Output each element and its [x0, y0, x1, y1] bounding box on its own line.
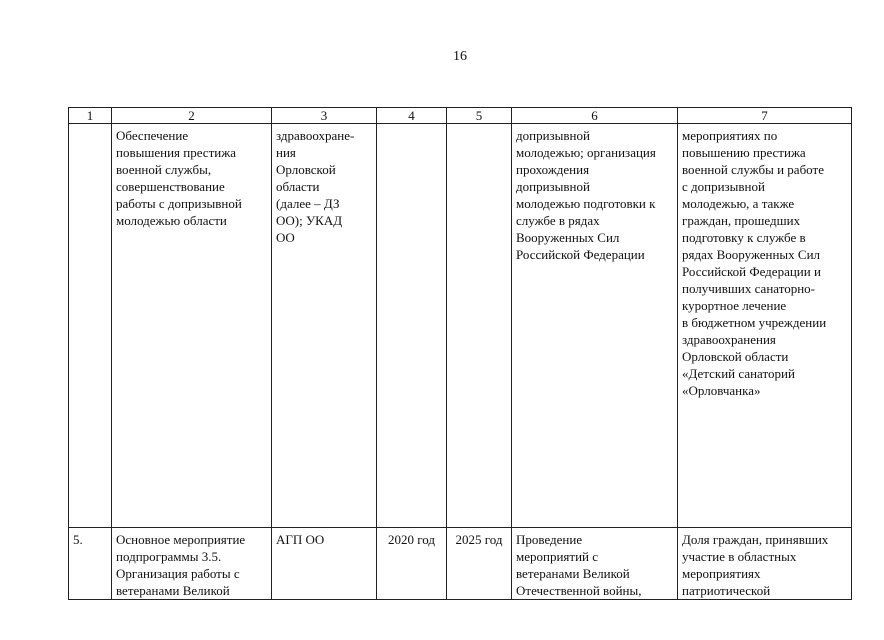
event-name-cell: Основное мероприятие подпрограммы 3.5. Организация работы с ветеранами Великой: [112, 528, 272, 600]
indicator-cell: мероприятиях по повышению престижа военной службы и работе с допризывной молодежью, а также граждан, прошедших подготовку к службе в рядах Вооруженных Сил Российской Федерации и получивших санаторно- курортное лечение в бюджетном учреждении здравоохранения Орловской области «Детский санаторий «Орловчанка»: [678, 124, 852, 528]
end-year-cell: 2025 год: [447, 528, 512, 600]
start-year-cell: [377, 124, 447, 528]
row-number-cell: 5.: [69, 528, 112, 600]
end-year-cell: [447, 124, 512, 528]
event-name-cell: Обеспечение повышения престижа военной службы, совершенствование работы с допризывной молодежью области: [112, 124, 272, 528]
column-number-5: 5: [447, 108, 512, 124]
expected-result-cell: Проведение мероприятий с ветеранами Великой Отечественной войны,: [512, 528, 678, 600]
responsible-cell: АГП ОО: [272, 528, 377, 600]
table-header-row: [69, 108, 852, 124]
row-number-cell: [69, 124, 112, 528]
responsible-cell: здравоохране- ния Орловской области (далее – ДЗ ОО); УКАД ОО: [272, 124, 377, 528]
start-year-cell: 2020 год: [377, 528, 447, 600]
column-number-3: 3: [272, 108, 377, 124]
program-table: [68, 107, 852, 600]
column-number-7: 7: [678, 108, 852, 124]
indicator-cell: Доля граждан, принявших участие в областных мероприятиях патриотической: [678, 528, 852, 600]
column-number-2: 2: [112, 108, 272, 124]
page-number: 16: [453, 49, 467, 64]
expected-result-cell: допризывной молодежью; организация прохождения допризывной молодежью подготовки к службе в рядах Вооруженных Сил Российской Федерации: [512, 124, 678, 528]
table-row: [69, 124, 852, 528]
table-row: [69, 528, 852, 600]
column-number-1: 1: [69, 108, 112, 124]
column-number-6: 6: [512, 108, 678, 124]
column-number-4: 4: [377, 108, 447, 124]
